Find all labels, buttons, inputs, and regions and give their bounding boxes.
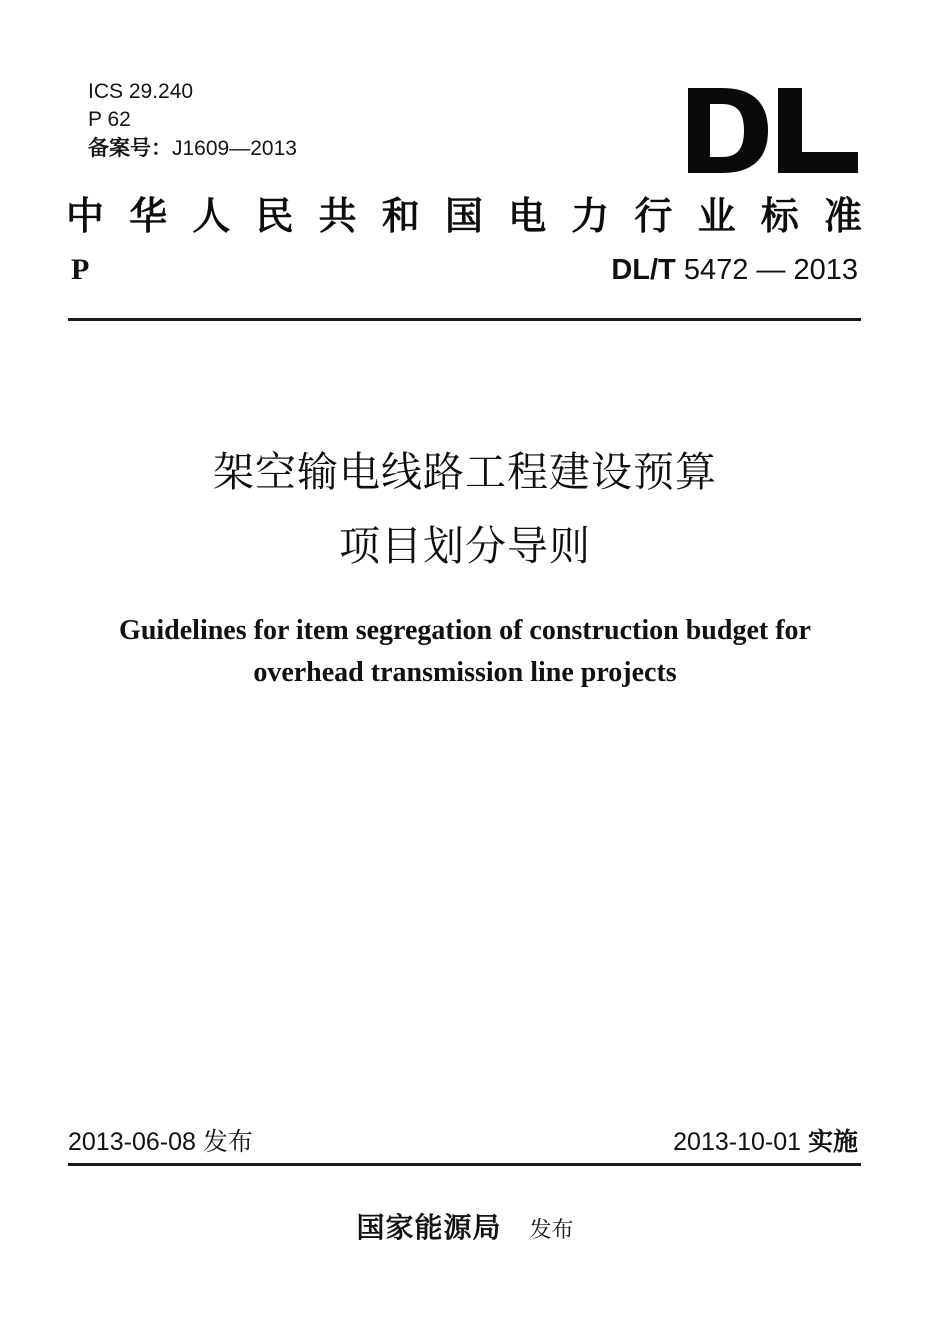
standard-category-title [66, 186, 862, 238]
effective-date-line [673, 1124, 858, 1160]
english-title-line1: Guidelines for item segregation of construction budget for [119, 615, 811, 646]
issue-date: 2013-06-08 [68, 1128, 196, 1156]
publisher-line [0, 1206, 930, 1246]
classification-letter: P [71, 253, 90, 286]
dl-logo [688, 88, 858, 173]
org-title-char: 行 [634, 192, 673, 238]
chinese-title-line1: 架空输电线路工程建设预算 [213, 448, 717, 496]
org-title-char: 和 [381, 192, 420, 238]
english-title-line2: overhead transmission line projects [253, 657, 677, 688]
org-title-char: 民 [255, 192, 294, 238]
org-title-char: 业 [697, 192, 736, 238]
issue-date-line [68, 1124, 253, 1160]
category-code: P 62 [88, 108, 131, 131]
ics-code: ICS 29.240 [88, 80, 194, 103]
org-title-char: 准 [823, 192, 862, 238]
standard-code-number: 5472 — 2013 [683, 254, 858, 286]
org-title-char: 华 [129, 192, 168, 238]
publisher-name: 国家能源局 [356, 1211, 502, 1244]
record-number-line [88, 137, 297, 161]
org-title-char: 中 [66, 192, 105, 238]
record-label: 备案号： [88, 137, 172, 160]
standard-code-prefix: DL/T [611, 254, 676, 286]
top-divider [68, 318, 861, 321]
org-title-char: 国 [444, 192, 483, 238]
org-title-char: 共 [318, 192, 357, 238]
publisher-action: 发布 [529, 1218, 574, 1243]
org-title-char: 电 [508, 192, 547, 238]
issue-label: 发布 [202, 1128, 253, 1156]
org-title-char: 标 [760, 192, 799, 238]
org-title-char: 人 [192, 192, 231, 238]
effective-label: 实施 [807, 1128, 858, 1156]
bottom-divider [68, 1163, 861, 1166]
chinese-title-line2: 项目划分导则 [339, 522, 591, 570]
org-title-char: 力 [571, 192, 610, 238]
standard-number [611, 252, 858, 288]
record-number: J1609—2013 [172, 137, 297, 160]
effective-date: 2013-10-01 [673, 1128, 802, 1156]
